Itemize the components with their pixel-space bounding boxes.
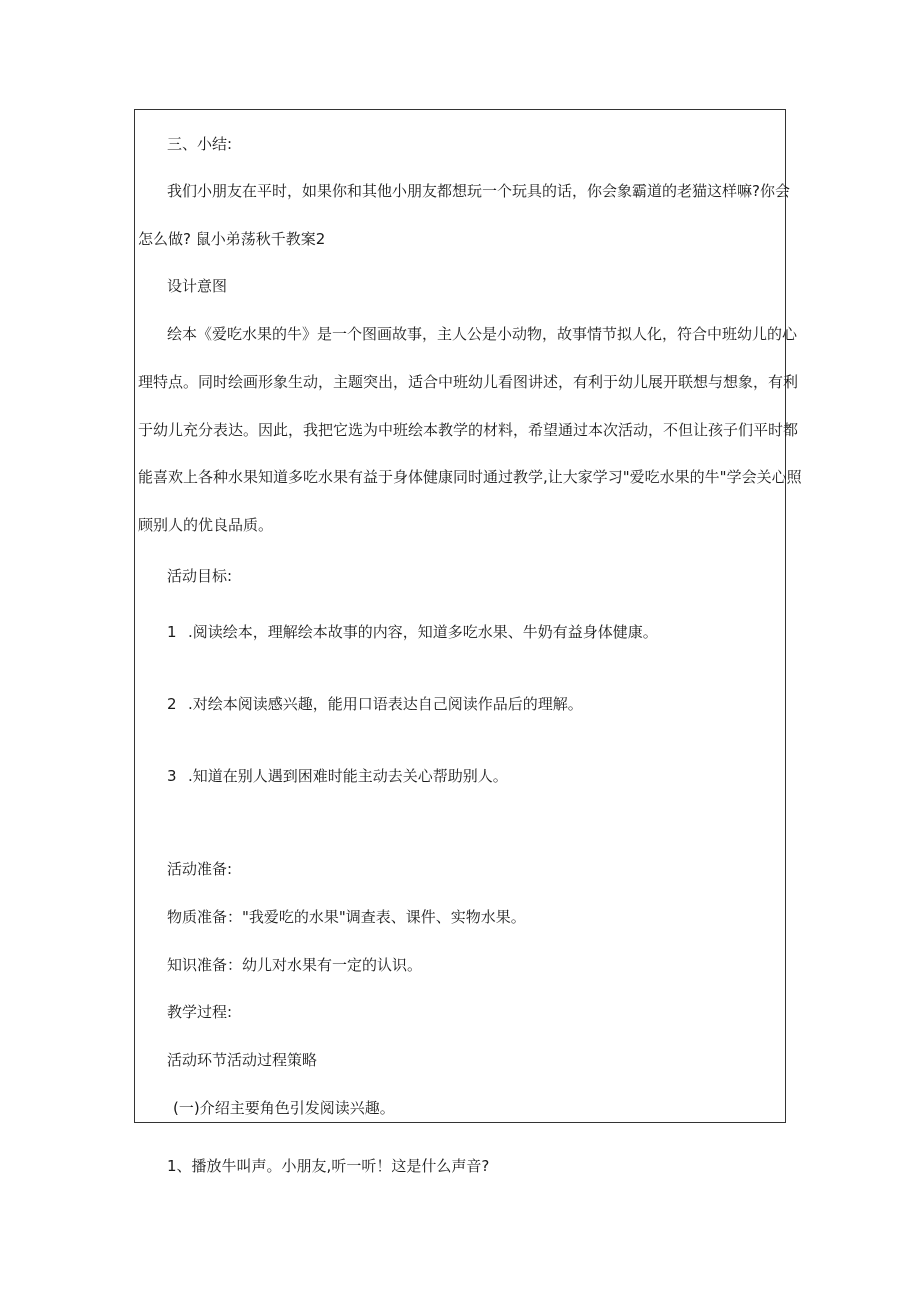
design-paragraph-line-3: 于幼儿充分表达。因此，我把它选为中班绘本教学的材料，希望通过本次活动，不但让孩子们平时都 — [138, 421, 799, 439]
summary-heading: 三、小结: — [167, 135, 233, 153]
step1-heading: (一)介绍主要角色引发阅读兴趣。 — [173, 1099, 395, 1117]
process-heading: 教学过程: — [167, 1003, 233, 1021]
prep-material: 物质准备："我爱吃的水果"调查表、课件、实物水果。 — [167, 908, 526, 926]
summary-paragraph-line-1: 我们小朋友在平时，如果你和其他小朋友都想玩一个玩具的话，你会象霸道的老猫这样嘛?你会 — [167, 182, 790, 200]
design-paragraph-line-4: 能喜欢上各种水果知道多吃水果有益于身体健康同时通过教学,让大家学习"爱吃水果的牛"学会关心照 — [138, 468, 802, 486]
goals-heading: 活动目标: — [167, 567, 233, 585]
prep-knowledge: 知识准备：幼儿对水果有一定的认识。 — [167, 956, 423, 974]
goal-number: 1 — [167, 623, 177, 641]
goal-text: .对绘本阅读感兴趣，能用口语表达自己阅读作品后的理解。 — [188, 695, 583, 713]
summary-paragraph-line-2: 怎么做? 鼠小弟荡秋千教案2 — [138, 230, 326, 248]
design-paragraph-line-2: 理特点。同时绘画形象生动，主题突出，适合中班幼儿看图讲述，有利于幼儿展开联想与想象，有利 — [138, 373, 799, 391]
goal-text: .知道在别人遇到困难时能主动去关心帮助别人。 — [188, 767, 508, 785]
design-paragraph-line-1: 绘本《爱吃水果的牛》是一个图画故事，主人公是小动物，故事情节拟人化，符合中班幼儿的心 — [167, 325, 798, 343]
step1-item-1: 1、播放牛叫声。小朋友,听一听！这是什么声音? — [167, 1157, 490, 1175]
goal-number: 2 — [167, 695, 177, 713]
prep-heading: 活动准备: — [167, 860, 233, 878]
design-paragraph-line-5: 顾别人的优良品质。 — [138, 516, 274, 534]
goal-number: 3 — [167, 767, 177, 785]
design-heading: 设计意图 — [167, 277, 228, 295]
goal-text: .阅读绘本，理解绘本故事的内容，知道多吃水果、牛奶有益身体健康。 — [188, 623, 658, 641]
process-columns: 活动环节活动过程策略 — [167, 1051, 318, 1069]
